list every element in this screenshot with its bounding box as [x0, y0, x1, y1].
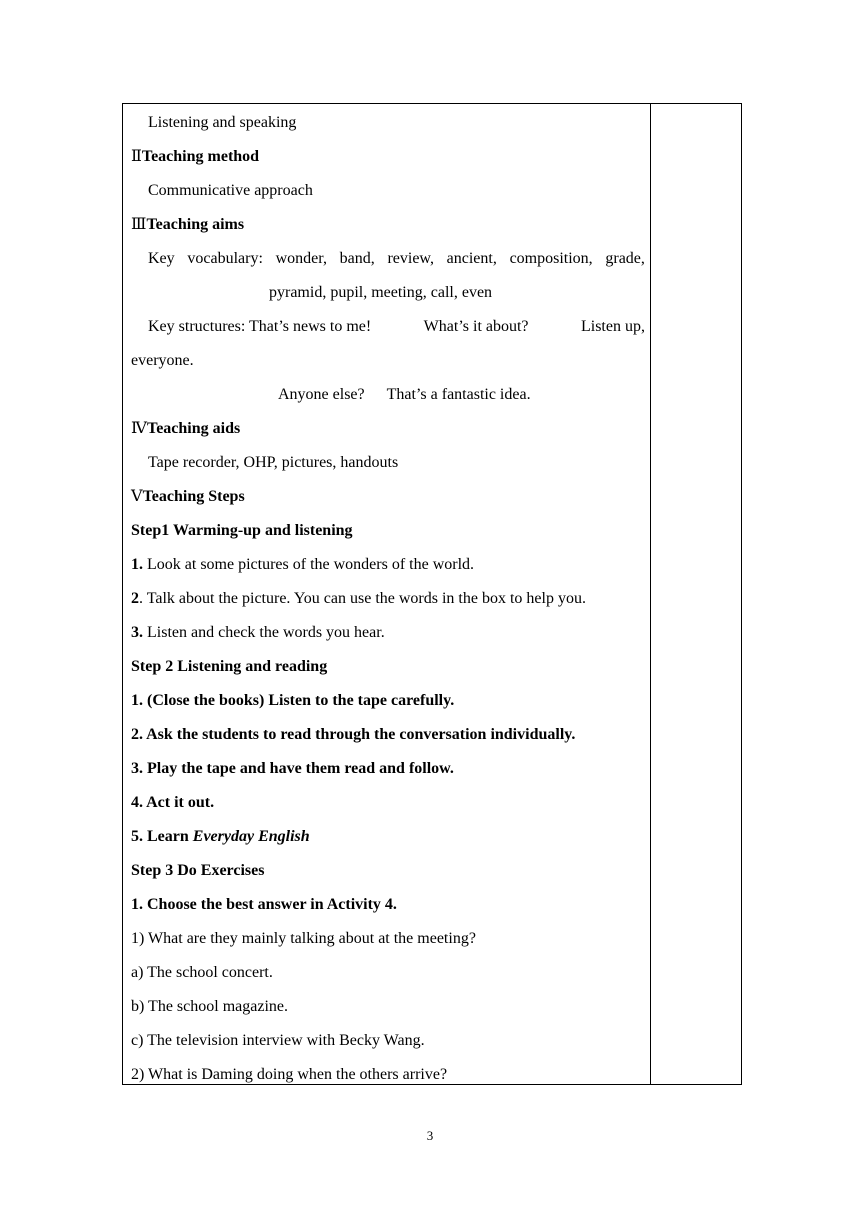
word: ancient, [446, 250, 497, 267]
heading-teaching-aims [131, 208, 244, 242]
structure-2: What’s it about? [423, 318, 529, 335]
structure-1: Key structures: That’s news to me! [148, 318, 372, 335]
line-vocabulary-cont: pyramid, pupil, meeting, call, even [269, 284, 493, 301]
roman-numeral: Ⅳ [131, 420, 147, 437]
item-number: 3. [131, 624, 143, 641]
heading-text: Teaching Steps [142, 488, 245, 505]
step1-item-2 [131, 582, 586, 616]
heading-text: Teaching aims [146, 216, 245, 233]
word: Key [148, 250, 175, 267]
step1-item-1 [131, 548, 474, 582]
line-skills: Listening and speaking [148, 114, 297, 131]
heading-teaching-aids [131, 412, 240, 446]
word: wonder, [275, 250, 327, 267]
roman-numeral: Ⅲ [131, 216, 147, 233]
step3-item-1: 1. Choose the best answer in Activity 4. [131, 896, 397, 913]
word: review, [387, 250, 434, 267]
item-text: Listen and check the words you hear. [143, 624, 385, 641]
roman-numeral: Ⅴ [131, 488, 143, 505]
step1-item-3 [131, 616, 385, 650]
question-2: 2) What is Daming doing when the others arrive? [131, 1066, 448, 1083]
item-text: . Talk about the picture. You can use the words in the box to help you. [139, 590, 586, 607]
item-emphasis: Everyday English [192, 828, 310, 845]
step2-item-4: 4. Act it out. [131, 794, 215, 811]
heading-teaching-steps [131, 480, 245, 514]
heading-step3: Step 3 Do Exercises [131, 862, 265, 879]
item-number: 1. [131, 556, 143, 573]
column-divider [650, 104, 651, 1084]
structure-4: Anyone else? [278, 386, 365, 403]
structure-3: Listen up, [580, 318, 645, 335]
word: grade, [605, 250, 645, 267]
option-a: a) The school concert. [131, 964, 273, 981]
line-method: Communicative approach [148, 182, 313, 199]
word: band, [339, 250, 375, 267]
step2-item-5 [131, 820, 310, 854]
option-c: c) The television interview with Becky Wang. [131, 1032, 425, 1049]
structure-5: That’s a fantastic idea. [386, 386, 531, 403]
line-structures-more [278, 378, 531, 412]
line-structures-cont: everyone. [131, 352, 194, 369]
word: composition, [509, 250, 593, 267]
step2-item-2: 2. Ask the students to read through the conversation individually. [131, 726, 576, 743]
item-text: 5. Learn [131, 828, 193, 845]
heading-step2: Step 2 Listening and reading [131, 658, 328, 675]
roman-numeral: Ⅱ [131, 148, 142, 165]
page-number: 3 [426, 1128, 434, 1143]
item-text: Look at some pictures of the wonders of the world. [143, 556, 475, 573]
heading-text: Teaching method [141, 148, 260, 165]
lesson-plan-table [122, 103, 742, 1085]
heading-step1: Step1 Warming-up and listening [131, 522, 353, 539]
word: vocabulary: [187, 250, 263, 267]
question-1: 1) What are they mainly talking about at the meeting? [131, 930, 476, 947]
heading-teaching-method [131, 140, 259, 174]
item-number: 2 [131, 590, 139, 607]
heading-text: Teaching aids [146, 420, 241, 437]
line-key-vocabulary [148, 242, 645, 276]
step2-item-3: 3. Play the tape and have them read and follow. [131, 760, 454, 777]
step2-item-1: 1. (Close the books) Listen to the tape carefully. [131, 692, 455, 709]
line-aids: Tape recorder, OHP, pictures, handouts [148, 454, 399, 471]
line-key-structures [148, 310, 645, 344]
option-b: b) The school magazine. [131, 998, 288, 1015]
